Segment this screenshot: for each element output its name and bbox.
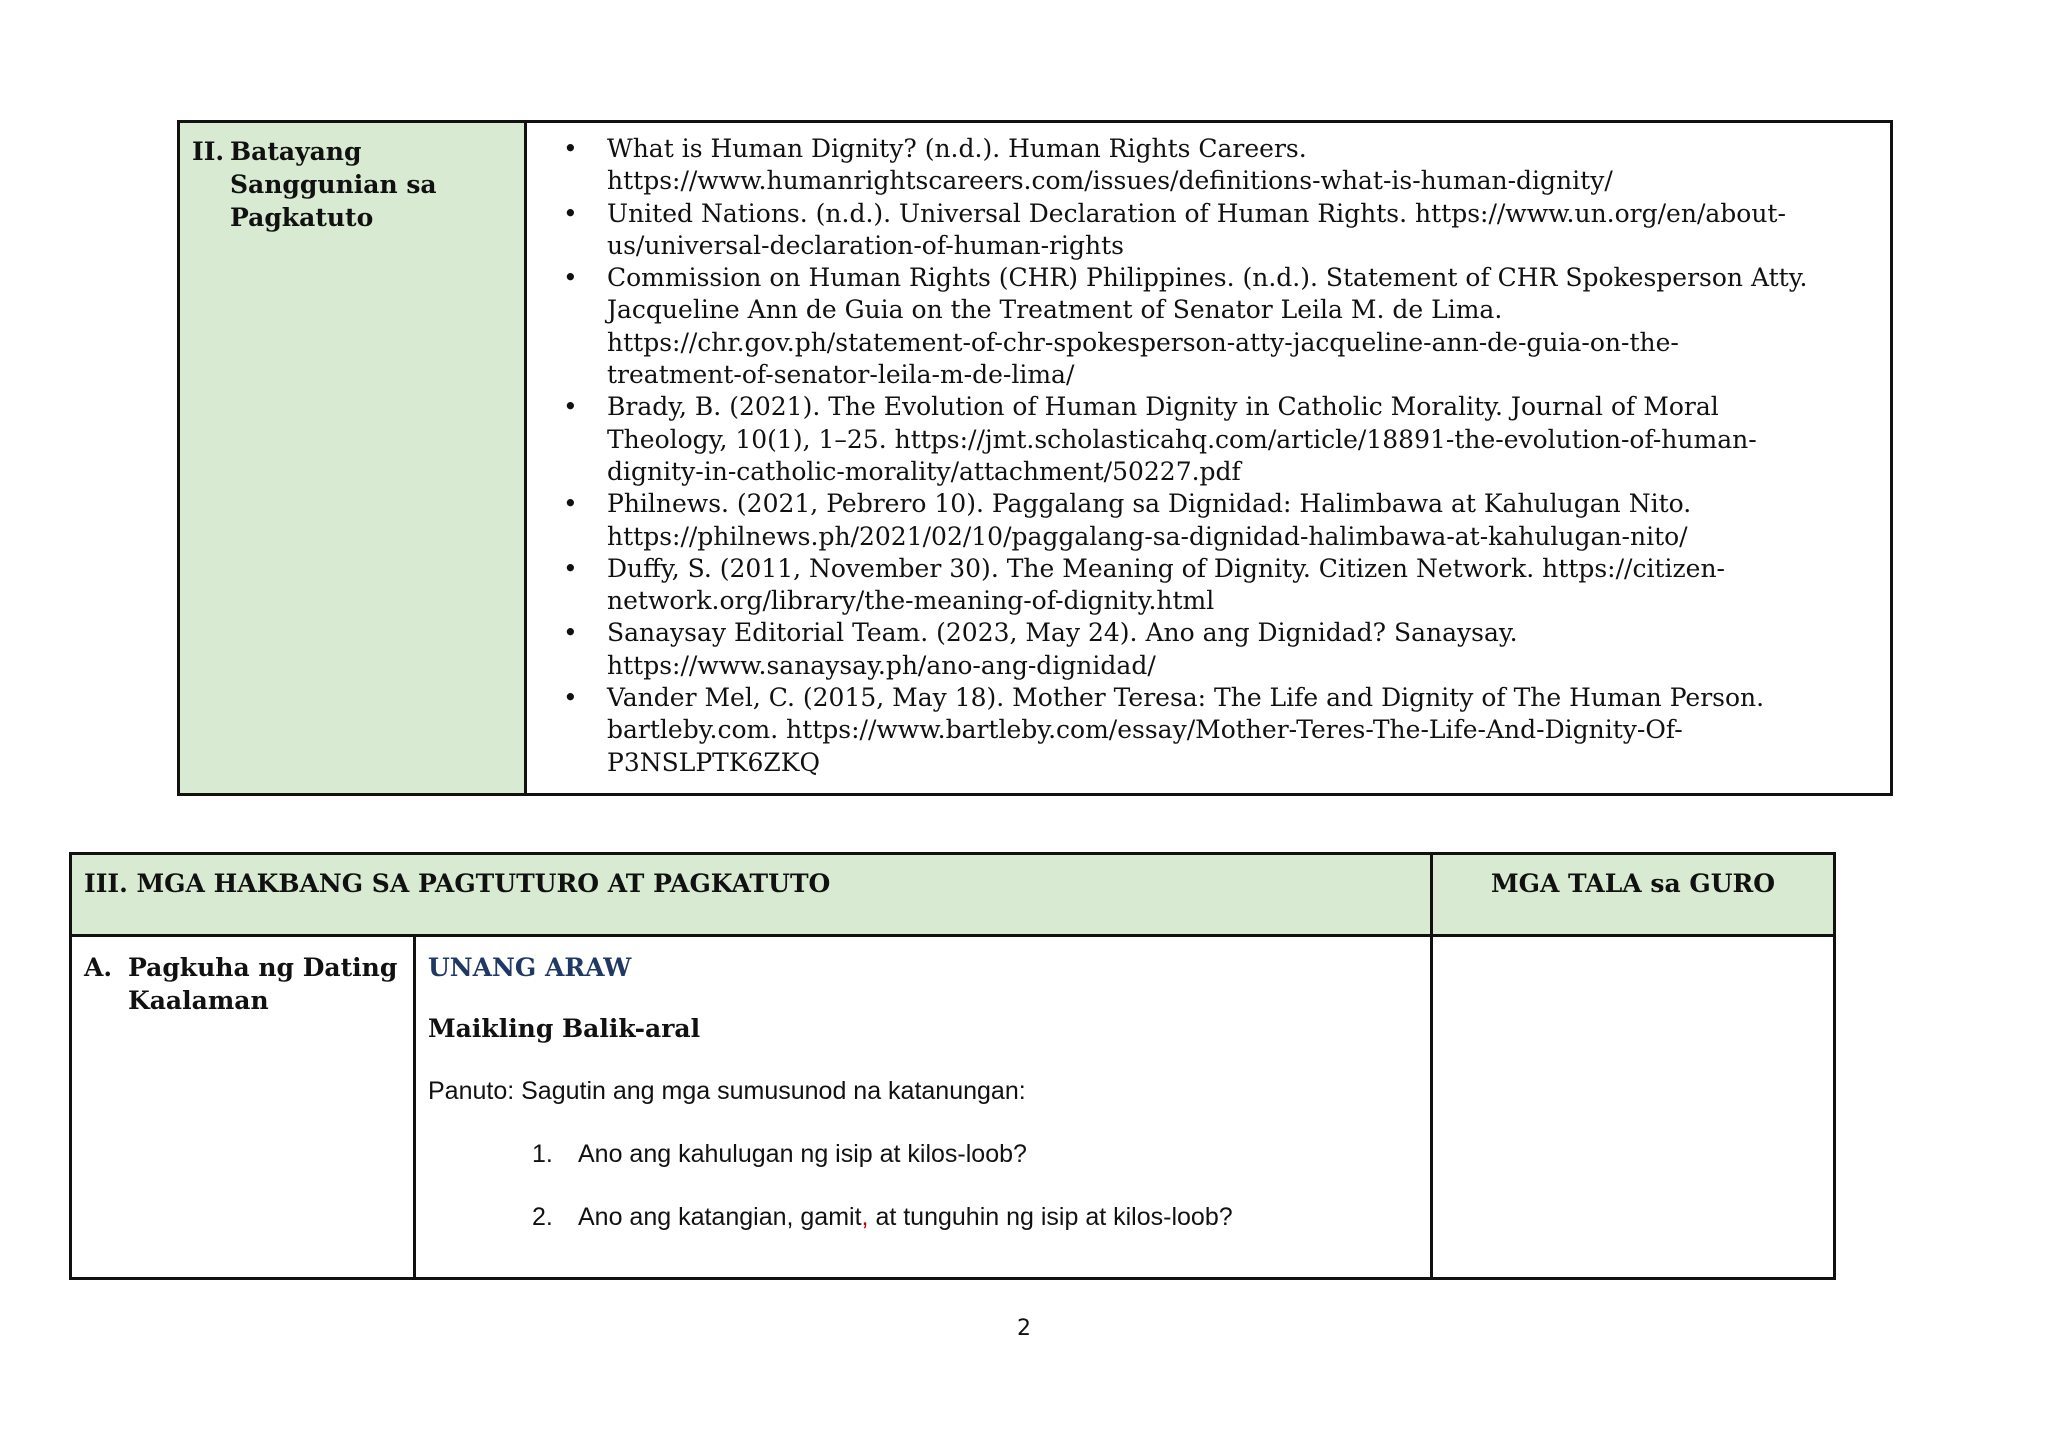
bullet-icon: • (563, 489, 578, 519)
section-title-line3: Pagkatuto (230, 203, 374, 232)
section-title-line2: Sanggunian sa (230, 170, 437, 199)
steps-header-title: III. MGA HAKBANG SA PAGTUTURO AT PAGKATUTO (72, 855, 1433, 934)
reference-item (527, 198, 1870, 263)
row-a-notes-cell (1433, 937, 1833, 1277)
question-text: Ano ang kahulugan ng isip at kilos-loob? (578, 1140, 1027, 1168)
reference-line: dignity-in-catholic-morality/attachment/50227.pdf (607, 456, 1241, 486)
references-table (177, 120, 1893, 796)
bullet-icon: • (563, 553, 578, 583)
bullet-icon: • (563, 683, 578, 713)
row-a-label-cell (72, 937, 416, 1277)
reference-line: United Nations. (n.d.). Universal Declaration of Human Rights. https://www.un.org/en/about- (607, 198, 1786, 228)
question-text-before: Ano ang katangian, gamit (578, 1203, 862, 1231)
section-title-line1: Batayang (230, 137, 362, 166)
review-subheading: Maikling Balik-aral (428, 1014, 701, 1043)
question-number: 2. (532, 1203, 553, 1231)
row-a-content-cell (416, 937, 1433, 1277)
question-list (428, 1138, 1430, 1234)
bullet-icon: • (563, 263, 578, 293)
steps-row-a (72, 937, 1833, 1277)
notes-header-title: MGA TALA sa GURO (1490, 869, 1776, 898)
reference-item (527, 391, 1870, 488)
steps-table (69, 852, 1836, 1280)
question-item (428, 1201, 1430, 1234)
reference-item (527, 617, 1870, 682)
reference-item (527, 553, 1870, 618)
bullet-icon: • (563, 198, 578, 228)
reference-line: https://chr.gov.ph/statement-of-chr-spokesperson-atty-jacqueline-ann-de-guia-on-the- (607, 327, 1679, 357)
reference-line: Jacqueline Ann de Guia on the Treatment of Senator Leila M. de Lima. (607, 295, 1503, 325)
reference-line: Commission on Human Rights (CHR) Philippines. (n.d.). Statement of CHR Spokesperson Atty. (607, 263, 1808, 293)
reference-line: Duffy, S. (2011, November 30). The Meaning of Dignity. Citizen Network. https://citizen- (607, 553, 1725, 583)
reference-line: Brady, B. (2021). The Evolution of Human Dignity in Catholic Morality. Journal of Moral (607, 392, 1719, 422)
reference-line: Theology, 10(1), 1–25. https://jmt.scholasticahq.com/article/18891-the-evolution-of-human- (607, 424, 1757, 454)
reference-line: https://www.humanrightscareers.com/issues/definitions-what-is-human-dignity/ (607, 166, 1613, 196)
references-label-cell (180, 123, 527, 793)
reference-line: bartleby.com. https://www.bartleby.com/essay/Mother-Teres-The-Life-And-Dignity-Of- (607, 715, 1683, 745)
steps-header-row (72, 855, 1833, 937)
day-label: UNANG ARAW (428, 953, 632, 982)
row-a-label-line2: Kaalaman (128, 986, 269, 1015)
reference-line: P3NSLPTK6ZKQ (607, 747, 820, 777)
row-a-number: A. (84, 953, 113, 982)
reference-line: treatment-of-senator-leila-m-de-lima/ (607, 360, 1075, 390)
references-list (527, 133, 1870, 779)
reference-line: https://www.sanaysay.ph/ano-ang-dignidad/ (607, 650, 1156, 680)
reference-line: https://philnews.ph/2021/02/10/paggalang-sa-dignidad-halimbawa-at-kahulugan-nito/ (607, 521, 1688, 551)
page-number: 2 (1017, 1316, 1031, 1341)
bullet-icon: • (563, 392, 578, 422)
question-text-comma: , (861, 1203, 869, 1231)
instruction-text: Panuto: Sagutin ang mga sumusunod na katanungan: (428, 1077, 1026, 1105)
reference-line: What is Human Dignity? (n.d.). Human Rights Careers. (607, 134, 1307, 163)
reference-line: Philnews. (2021, Pebrero 10). Paggalang sa Dignidad: Halimbawa at Kahulugan Nito. (607, 489, 1692, 519)
reference-line: network.org/library/the-meaning-of-dignity.html (607, 586, 1215, 616)
reference-item (527, 488, 1870, 553)
reference-line: Sanaysay Editorial Team. (2023, May 24). Ano ang Dignidad? Sanaysay. (607, 618, 1518, 648)
reference-line: us/universal-declaration-of-human-rights (607, 230, 1124, 260)
reference-line: Vander Mel, C. (2015, May 18). Mother Teresa: The Life and Dignity of The Human Person. (607, 683, 1765, 713)
reference-item (527, 682, 1870, 779)
question-number: 1. (532, 1140, 553, 1168)
question-item (428, 1138, 1430, 1171)
question-text-after: at tunguhin ng isip at kilos-loob? (868, 1203, 1233, 1231)
section-number: II. (192, 137, 225, 166)
references-content-cell (527, 123, 1890, 793)
bullet-icon: • (563, 618, 578, 648)
reference-item (527, 133, 1870, 198)
reference-item (527, 262, 1870, 391)
bullet-icon: • (563, 134, 578, 163)
row-a-label-line1: Pagkuha ng Dating (128, 953, 398, 982)
